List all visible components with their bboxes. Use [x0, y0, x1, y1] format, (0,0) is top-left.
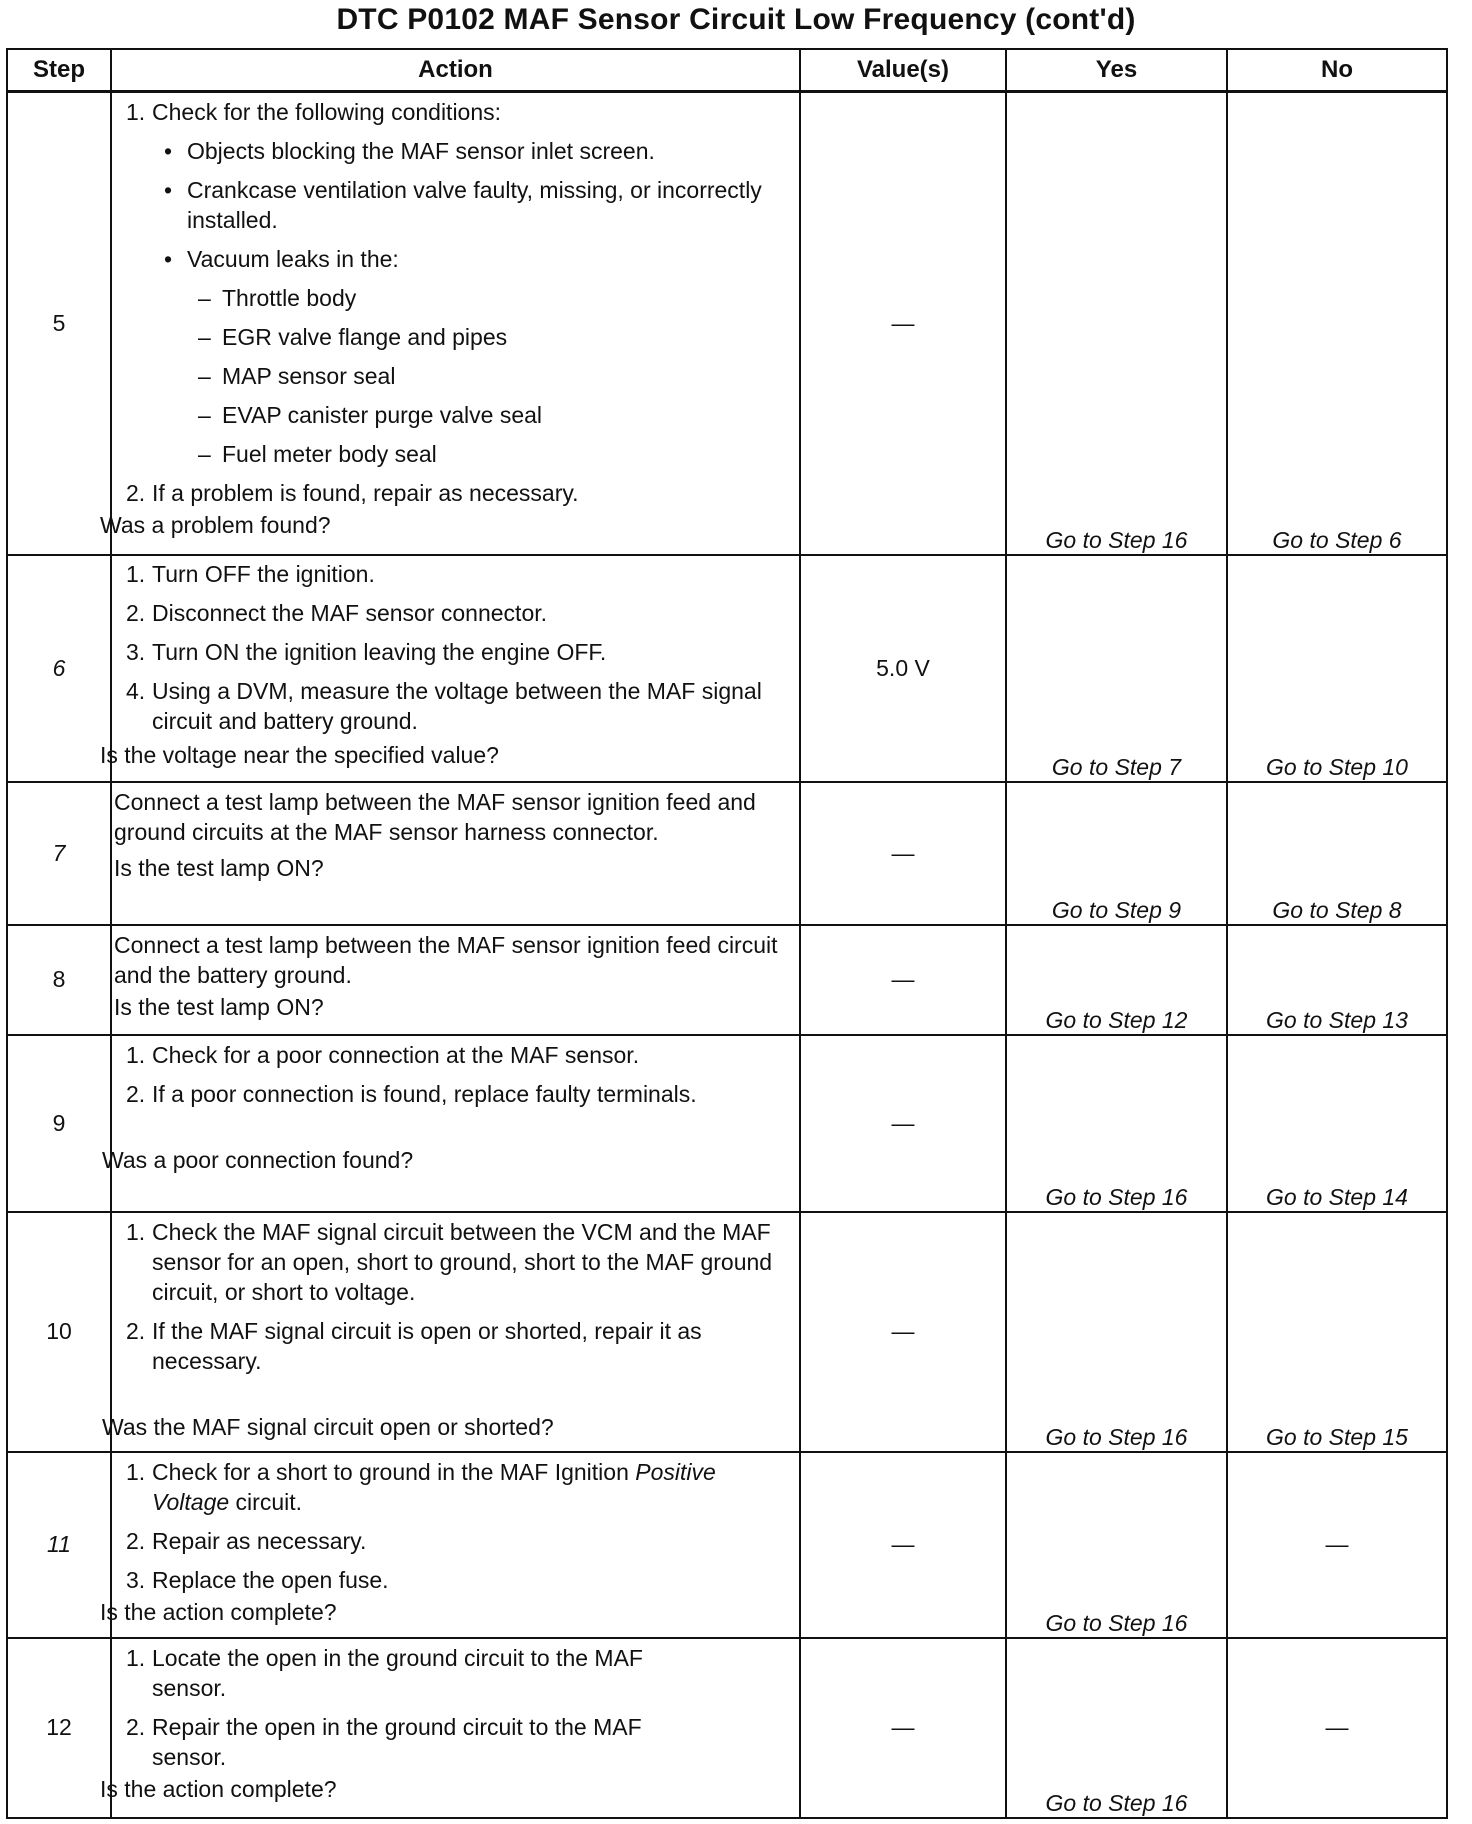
- step-number: 9: [7, 1035, 111, 1212]
- yes-cell: Go to Step 9: [1006, 782, 1227, 925]
- action-cell: [111, 782, 800, 925]
- question: Was a poor connection found?: [102, 1146, 414, 1173]
- no-cell: —: [1227, 1452, 1447, 1638]
- list-item: 1. Check for a short to ground in the MAF Ignition Positive Voltage circuit.: [126, 1458, 716, 1515]
- table-row: [7, 782, 1447, 925]
- yes-cell: Go to Step 16: [1006, 1035, 1227, 1212]
- header-action: Action: [111, 49, 800, 92]
- yes-cell: Go to Step 12: [1006, 925, 1227, 1035]
- list-item: 4. Using a DVM, measure the voltage between the MAF signal circuit and battery ground.: [126, 677, 762, 734]
- value-cell: —: [800, 925, 1006, 1035]
- table-row: [7, 1452, 1447, 1638]
- action-cell: [100, 555, 800, 782]
- list-item: 2. Repair the open in the ground circuit to the MAF sensor.: [126, 1713, 642, 1770]
- dash-item: – EVAP canister purge valve seal: [198, 402, 543, 428]
- dash-item: – MAP sensor seal: [198, 363, 396, 389]
- yes-cell: Go to Step 16: [1006, 1452, 1227, 1638]
- action-cell: [100, 92, 800, 555]
- no-cell: Go to Step 6: [1227, 92, 1447, 555]
- step-number: 11: [7, 1452, 111, 1638]
- list-item: 2. Disconnect the MAF sensor connector.: [126, 599, 548, 626]
- dash-item: – Throttle body: [198, 285, 357, 311]
- no-cell: Go to Step 13: [1227, 925, 1447, 1035]
- table-header-row: [7, 49, 1447, 92]
- yes-cell: Go to Step 7: [1006, 555, 1227, 782]
- no-cell: Go to Step 8: [1227, 782, 1447, 925]
- question: Is the action complete?: [100, 1598, 337, 1625]
- dash-item: – EGR valve flange and pipes: [198, 324, 508, 350]
- step-number: 5: [7, 92, 111, 555]
- question: Is the voltage near the specified value?: [100, 741, 499, 768]
- value-cell: —: [800, 1035, 1006, 1212]
- yes-cell: Go to Step 16: [1006, 92, 1227, 555]
- question: Is the action complete?: [100, 1775, 337, 1802]
- no-cell: —: [1227, 1638, 1447, 1818]
- value-cell: —: [800, 1452, 1006, 1638]
- action-cell: [102, 1035, 800, 1212]
- page-title: DTC P0102 MAF Sensor Circuit Low Frequency (cont'd): [336, 3, 1136, 36]
- action-cell: [100, 1452, 800, 1638]
- question: Is the test lamp ON?: [114, 854, 324, 881]
- value-cell: —: [800, 782, 1006, 925]
- table-row: [7, 555, 1447, 782]
- list-item: 1. Locate the open in the ground circuit to the MAF sensor.: [126, 1644, 643, 1701]
- step-number: 7: [7, 782, 111, 925]
- step-number: 10: [7, 1212, 111, 1452]
- table-row: [7, 92, 1447, 555]
- list-item: 2. If the MAF signal circuit is open or shorted, repair it as necessary.: [126, 1317, 702, 1374]
- question: Was the MAF signal circuit open or shorted?: [102, 1413, 554, 1440]
- bullet-item: • Crankcase ventilation valve faulty, missing, or incorrectly installed.: [164, 177, 762, 233]
- table-row: [7, 1212, 1447, 1452]
- list-item: 2. If a poor connection is found, replace faulty terminals.: [126, 1080, 697, 1107]
- no-cell: Go to Step 14: [1227, 1035, 1447, 1212]
- list-item: 3. Turn ON the ignition leaving the engine OFF.: [126, 638, 607, 665]
- list-item: 1. Check for the following conditions:: [126, 99, 502, 125]
- action-cell: [102, 1212, 800, 1452]
- list-item: 3. Replace the open fuse.: [126, 1566, 389, 1593]
- question: Is the test lamp ON?: [114, 993, 324, 1020]
- table-row: [7, 925, 1447, 1035]
- action-text: Connect a test lamp between the MAF sensor ignition feed and ground circuits at the MAF sensor harness connector.: [114, 788, 756, 845]
- step-number: 12: [7, 1638, 111, 1818]
- list-item: 1. Turn OFF the ignition.: [126, 560, 375, 587]
- list-item: 2. If a problem is found, repair as necessary.: [126, 480, 579, 506]
- diagnostic-table: [6, 48, 1448, 1819]
- table-row: [7, 1638, 1447, 1818]
- list-item: 1. Check the MAF signal circuit between the VCM and the MAF sensor for an open, short to ground, short to the MAF ground circuit, or short to voltage.: [126, 1218, 773, 1305]
- value-cell: —: [800, 92, 1006, 555]
- header-values: Value(s): [800, 49, 1006, 92]
- action-text: Connect a test lamp between the MAF sensor ignition feed circuit and the battery ground.: [114, 931, 778, 988]
- dash-item: – Fuel meter body seal: [198, 441, 437, 467]
- header-yes: Yes: [1006, 49, 1227, 92]
- table-row: [7, 1035, 1447, 1212]
- value-cell: —: [800, 1638, 1006, 1818]
- list-item: 1. Check for a poor connection at the MAF sensor.: [126, 1041, 640, 1068]
- no-cell: Go to Step 10: [1227, 555, 1447, 782]
- bullet-item: • Objects blocking the MAF sensor inlet screen.: [164, 138, 655, 164]
- list-item: 2. Repair as necessary.: [126, 1527, 367, 1554]
- bullet-item: • Vacuum leaks in the:: [164, 246, 399, 272]
- no-cell: Go to Step 15: [1227, 1212, 1447, 1452]
- step-number: 6: [7, 555, 111, 782]
- header-step: Step: [7, 49, 111, 92]
- value-cell: 5.0 V: [800, 555, 1006, 782]
- value-cell: —: [800, 1212, 1006, 1452]
- step-number: 8: [7, 925, 111, 1035]
- yes-cell: Go to Step 16: [1006, 1212, 1227, 1452]
- header-no: No: [1227, 49, 1447, 92]
- action-cell: [100, 1638, 800, 1818]
- action-cell: [111, 925, 800, 1035]
- yes-cell: Go to Step 16: [1006, 1638, 1227, 1818]
- question: Was a problem found?: [100, 512, 331, 538]
